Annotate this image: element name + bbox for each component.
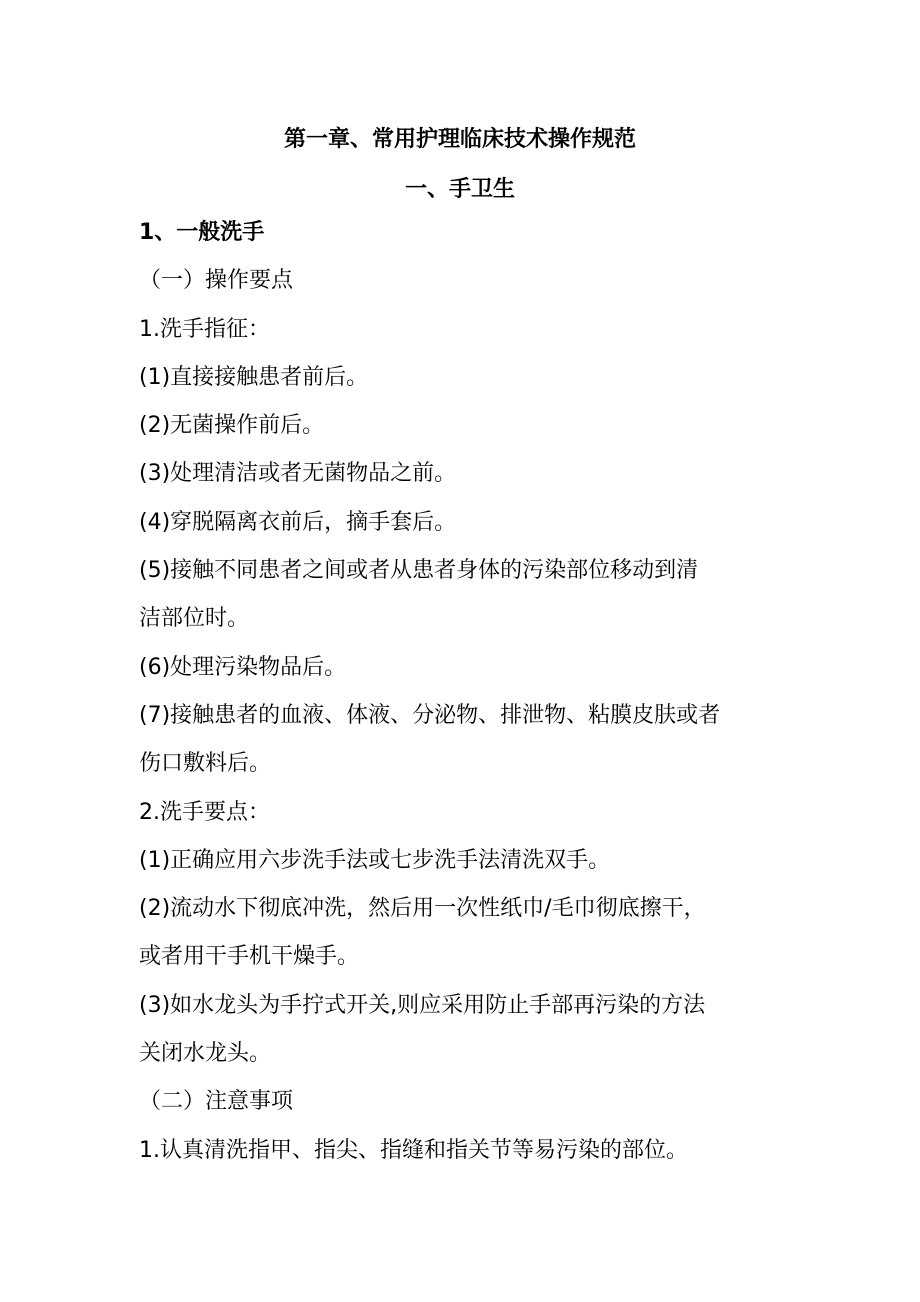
paragraph-line: (1)直接接触患者前后。 (139, 364, 369, 390)
subsection-heading: 1、一般洗手 (139, 220, 265, 245)
paragraph-line: 洁部位时。 (139, 606, 250, 632)
paragraph-line: (3)处理清洁或者无菌物品之前。 (139, 461, 457, 487)
paragraph-line: 1.洗手指征： (139, 316, 270, 342)
paragraph-line: (5)接触不同患者之间或者从患者身体的污染部位移动到清 (139, 558, 699, 584)
paragraph-line: 关闭水龙头。 (139, 1041, 272, 1067)
paragraph-line: (4)穿脱隔离衣前后，摘手套后。 (139, 509, 457, 535)
paragraph-line: 伤口敷料后。 (139, 751, 272, 777)
paragraph-line: 1.认真清洗指甲、指尖、指缝和指关节等易污染的部位。 (139, 1137, 688, 1163)
paragraph-line: （一）操作要点 (139, 268, 294, 294)
paragraph-line: （二）注意事项 (139, 1089, 294, 1115)
paragraph-line: (3)如水龙头为手拧式开关,则应采用防止手部再污染的方法 (139, 992, 706, 1018)
paragraph-line: (7)接触患者的血液、体液、分泌物、排泄物、粘膜皮肤或者 (139, 702, 721, 728)
section-title: 一、手卫生 (404, 177, 515, 202)
paragraph-line: (2)无菌操作前后。 (139, 413, 325, 439)
paragraph-line: (6)处理污染物品后。 (139, 654, 347, 680)
paragraph-line: 或者用干手机干燥手。 (139, 944, 360, 970)
chapter-title: 第一章、常用护理临床技术操作规范 (283, 127, 636, 152)
paragraph-line: (2)流动水下彻底冲洗，然后用一次性纸巾/毛巾彻底擦干， (139, 896, 706, 922)
paragraph-line: 2.洗手要点： (139, 799, 270, 825)
document-body (139, 218, 819, 1184)
paragraph-line: (1)正确应用六步洗手法或七步洗手法清洗双手。 (139, 847, 611, 873)
